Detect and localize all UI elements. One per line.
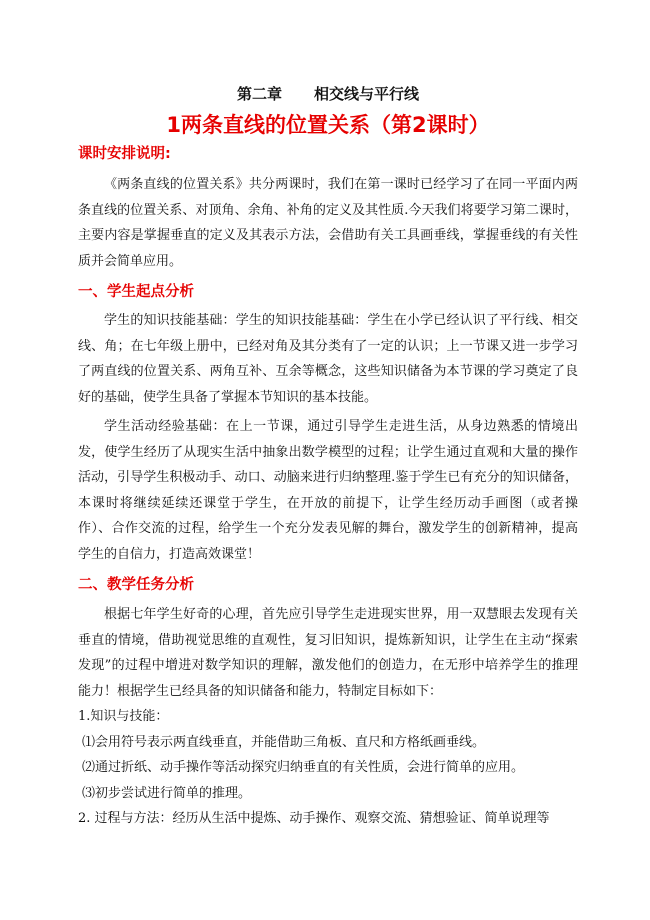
knowledge-base-paragraph: 学生的知识技能基础：学生的知识技能基础：学生在小学已经认识了平行线、相交线、角；在七年级上册中，已经对角及其分类有了一定的认识；上一节课又进一步学习了两直线的位置关系、两角互补、互余等概念，这些知识储备为本节课的学习奠定了良好的基础，使学生具备了掌握本节知识的基本技能。 (78, 313, 578, 405)
schedule-paragraph: 《两条直线的位置关系》共分两课时，我们在第一课时已经学习了在同一平面内两条直线的位置关系、对顶角、余角、补角的定义及其性质.今天我们将要学习第二课时，主要内容是掌握垂直的定义及其表示方法，会借助有关工具画垂线，掌握垂线的有关性质并会简单应用。 (78, 177, 578, 269)
task-analysis-paragraph: 根据七年学生好奇的心理，首先应引导学生走进现实世界，用一双慧眼去发现有关垂直的情境，借助视觉思维的直观性，复习旧知识，提炼新知识，让学生在主动“探索发现”的过程中增进对数学知识的理解，激发他们的创造力，在无形中培养学生的推理能力！根据学生已经具备的知识储备和能力，特制定目标如下： (78, 607, 578, 699)
chapter-number: 第二章 (236, 85, 282, 103)
document-page (78, 84, 578, 832)
goal-subitem-3: ⑶初步尝试进行简单的推理。 (82, 785, 252, 801)
chapter-name: 相交线与平行线 (314, 85, 420, 103)
goal-subitem-2: ⑵通过折纸、动手操作等活动探究归纳垂直的有关性质，会进行简单的应用。 (82, 760, 525, 775)
goal-subitem-1: ⑴会用符号表示两直线垂直，并能借助三角板、直尺和方格纸画垂线。 (82, 734, 486, 750)
goal-item-process: 2. 过程与方法：经历从生活中提炼、动手操作、观察交流、猜想验证、简单说理等 (78, 811, 550, 826)
chapter-title (78, 84, 578, 106)
goal-item-knowledge: 1.知识与技能： (78, 709, 169, 724)
activity-experience-paragraph: 学生活动经验基础：在上一节课，通过引导学生走进生活，从身边熟悉的情境出发，使学生经历了从现实生活中抽象出数学模型的过程；让学生通过直观和大量的操作活动，引导学生积极动手、动口、动脑来进行归纳整理.鉴于学生已有充分的知识储备，本课时将继续延续还课堂于学生，在开放的前提下，让学生经历动手画图（或者操作）、合作交流的过程，给学生一个充分发表见解的舞台，激发学生的创新精神，提高学生的自信力，打造高效课堂！ (78, 419, 578, 562)
student-analysis-heading: 一、学生起点分析 (78, 284, 194, 300)
schedule-heading: 课时安排说明: (78, 146, 171, 162)
lesson-title: 1两条直线的位置关系（第2课时） (166, 113, 490, 137)
task-analysis-heading: 二、教学任务分析 (78, 577, 194, 593)
